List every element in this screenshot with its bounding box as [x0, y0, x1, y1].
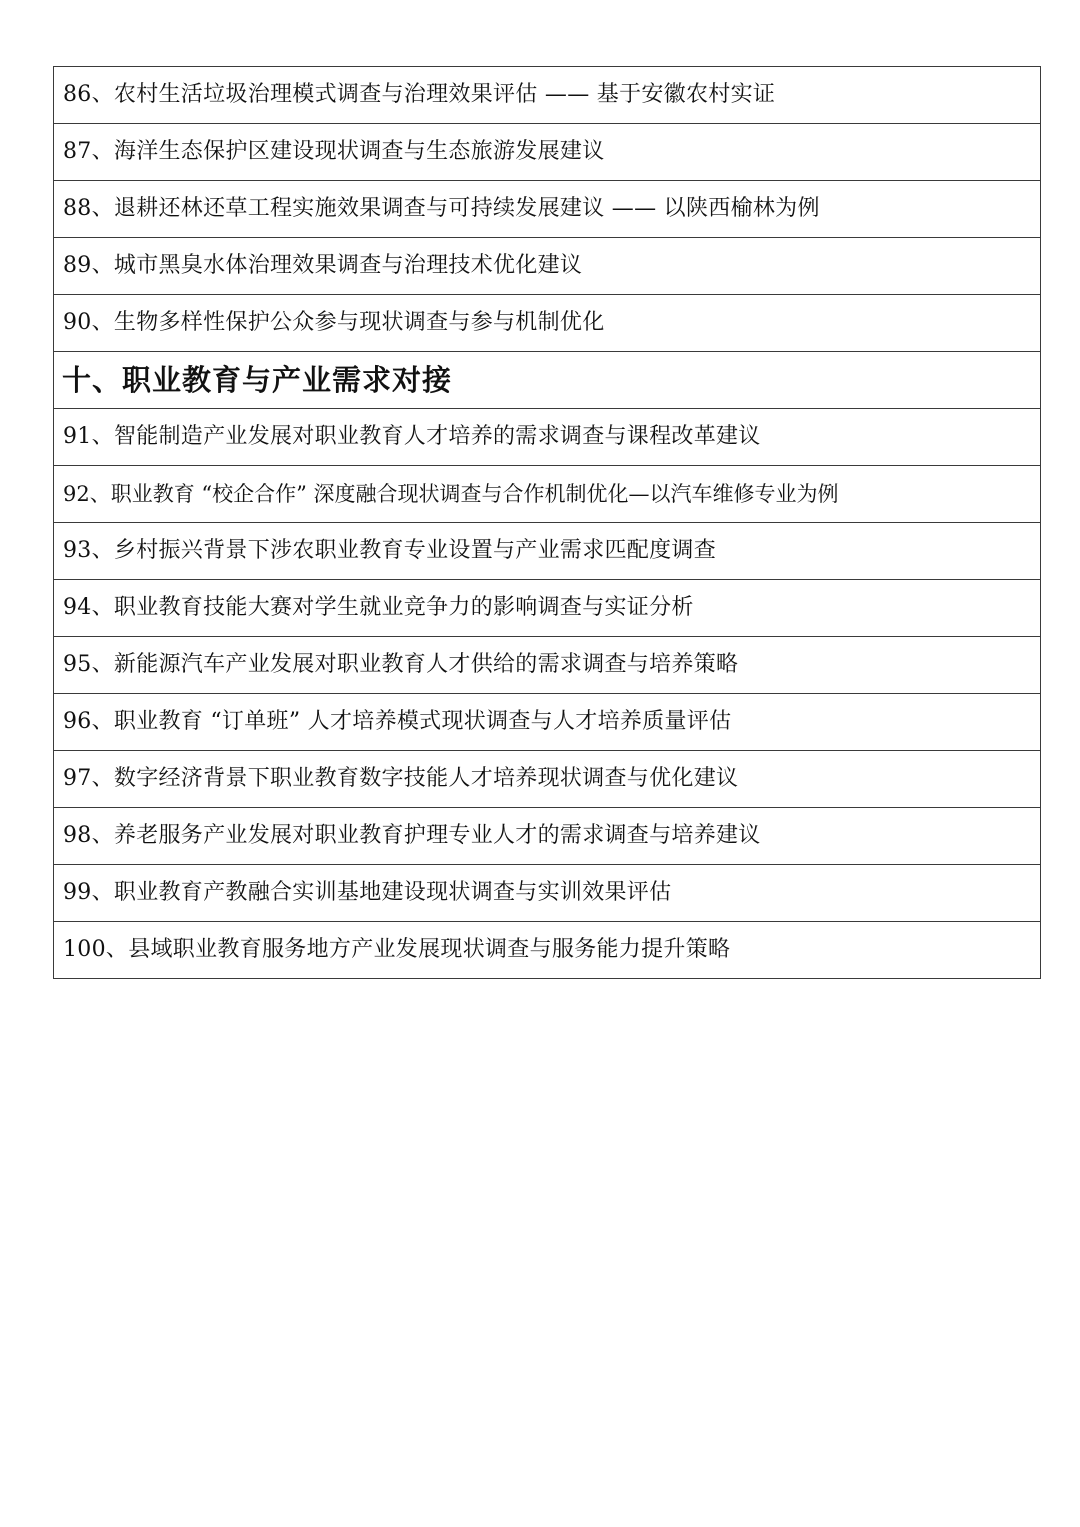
topic-item: 93、乡村振兴背景下涉农职业教育专业设置与产业需求匹配度调查 — [54, 523, 1041, 580]
topic-item: 92、职业教育 “校企合作” 深度融合现状调查与合作机制优化—以汽车维修专业为例 — [54, 466, 1041, 523]
table-row — [54, 466, 1041, 523]
table-row — [54, 922, 1041, 979]
topic-item: 96、职业教育 “订单班” 人才培养模式现状调查与人才培养质量评估 — [54, 694, 1041, 751]
table-row — [54, 352, 1041, 409]
topic-item: 100、县域职业教育服务地方产业发展现状调查与服务能力提升策略 — [54, 922, 1041, 979]
table-row — [54, 238, 1041, 295]
table-row — [54, 67, 1041, 124]
table-row — [54, 409, 1041, 466]
table-row — [54, 523, 1041, 580]
table-row — [54, 637, 1041, 694]
topic-item: 89、城市黑臭水体治理效果调查与治理技术优化建议 — [54, 238, 1041, 295]
table-row — [54, 751, 1041, 808]
topic-item: 95、新能源汽车产业发展对职业教育人才供给的需求调查与培养策略 — [54, 637, 1041, 694]
topic-item: 99、职业教育产教融合实训基地建设现状调查与实训效果评估 — [54, 865, 1041, 922]
table-row — [54, 295, 1041, 352]
section-heading: 十、职业教育与产业需求对接 — [54, 352, 1041, 409]
topic-item: 88、退耕还林还草工程实施效果调查与可持续发展建议 —— 以陕西榆林为例 — [54, 181, 1041, 238]
topic-item: 87、海洋生态保护区建设现状调查与生态旅游发展建议 — [54, 124, 1041, 181]
topic-item: 97、数字经济背景下职业教育数字技能人才培养现状调查与优化建议 — [54, 751, 1041, 808]
table-row — [54, 808, 1041, 865]
topic-item: 94、职业教育技能大赛对学生就业竞争力的影响调查与实证分析 — [54, 580, 1041, 637]
table-row — [54, 694, 1041, 751]
topic-item: 98、养老服务产业发展对职业教育护理专业人才的需求调查与培养建议 — [54, 808, 1041, 865]
table-row — [54, 181, 1041, 238]
table-row — [54, 580, 1041, 637]
topic-item: 91、智能制造产业发展对职业教育人才培养的需求调查与课程改革建议 — [54, 409, 1041, 466]
table-row — [54, 865, 1041, 922]
table-row — [54, 124, 1041, 181]
topic-item: 86、农村生活垃圾治理模式调查与治理效果评估 —— 基于安徽农村实证 — [54, 67, 1041, 124]
topic-item: 90、生物多样性保护公众参与现状调查与参与机制优化 — [54, 295, 1041, 352]
topic-table — [53, 66, 1041, 979]
